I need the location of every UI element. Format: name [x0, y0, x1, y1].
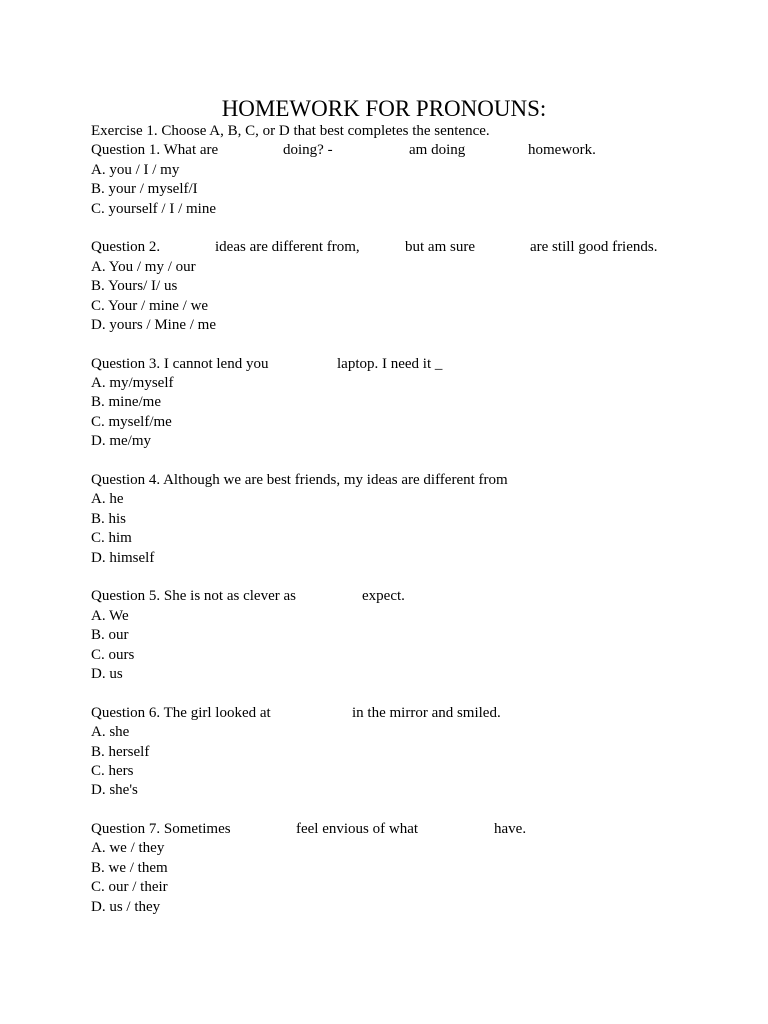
question-2-stem — [91, 238, 731, 257]
question-2-stem-part: Question 2. — [91, 239, 161, 256]
question-1-stem-part: am doing — [409, 142, 466, 159]
question-6-option: C. hers — [91, 762, 134, 779]
question-5-option: A. We — [91, 607, 129, 624]
question-2-option: C. Your / mine / we — [91, 297, 209, 314]
question-7-stem-part: feel envious of what — [296, 821, 419, 838]
question-1-stem-part: doing? - — [283, 142, 333, 159]
question-4-option: C. him — [91, 530, 132, 547]
question-7-option: C. our / their — [91, 879, 168, 896]
question-3-stem — [91, 355, 731, 374]
question-7-stem-part: Question 7. Sometimes — [91, 821, 231, 838]
question-6-option: A. she — [91, 724, 130, 741]
question-5-option: C. ours — [91, 646, 135, 663]
question-7-option: A. we / they — [91, 840, 165, 857]
exercise-content — [91, 122, 731, 917]
question-6-stem-part: Question 6. The girl looked at — [91, 704, 271, 721]
question-4-stem-part: Question 4. Although we are best friends, my ideas are different from — [91, 472, 508, 489]
question-6-stem-part: in the mirror and smiled. — [352, 704, 501, 721]
spacer — [91, 684, 731, 703]
question-5-stem-part: expect. — [362, 588, 405, 605]
question-1-stem — [91, 141, 731, 160]
question-2-option: B. Yours/ I/ us — [91, 278, 178, 295]
question-4-option: D. himself — [91, 549, 155, 566]
question-1-option: B. your / myself/I — [91, 181, 198, 198]
question-6-stem — [91, 704, 731, 723]
question-5-stem-part: Question 5. She is not as clever as — [91, 588, 296, 605]
question-7-stem — [91, 820, 731, 839]
spacer — [91, 452, 731, 471]
question-1-option: A. you / I / my — [91, 161, 180, 178]
question-3-stem-part: laptop. I need it _ — [337, 355, 443, 372]
question-7-stem-part: have. — [494, 821, 527, 838]
question-2-stem-part: ideas are different from, — [215, 239, 360, 256]
question-2-stem-part: are still good friends. — [530, 239, 658, 256]
question-2-stem-part: but am sure — [405, 239, 475, 256]
question-6-option: D. she's — [91, 782, 138, 799]
question-3-option: C. myself/me — [91, 413, 172, 430]
question-2-option: D. yours / Mine / me — [91, 316, 216, 333]
question-5-option: D. us — [91, 665, 123, 682]
question-3-option: A. my/myself — [91, 375, 174, 392]
question-4-option: A. he — [91, 491, 124, 508]
question-5-stem — [91, 587, 731, 606]
question-4-stem — [91, 471, 731, 490]
spacer — [91, 219, 731, 238]
exercise-instruction: Exercise 1. Choose A, B, C, or D that best completes the sentence. — [91, 123, 490, 139]
page-title: HOMEWORK FOR PRONOUNS: — [221, 96, 547, 121]
question-2-option: A. You / my / our — [91, 258, 196, 275]
question-3-stem-part: Question 3. I cannot lend you — [91, 355, 269, 372]
question-3-option: D. me/my — [91, 433, 151, 450]
question-6-option: B. herself — [91, 743, 150, 760]
question-1-option: C. yourself / I / mine — [91, 200, 216, 217]
question-7-option: B. we / them — [91, 859, 168, 876]
question-3-option: B. mine/me — [91, 394, 161, 411]
question-5-option: B. our — [91, 627, 129, 644]
spacer — [91, 568, 731, 587]
spacer — [91, 335, 731, 354]
question-7-option: D. us / they — [91, 898, 161, 915]
spacer — [91, 801, 731, 820]
question-1-stem-part: Question 1. What are — [91, 142, 219, 159]
question-4-option: B. his — [91, 510, 127, 527]
question-1-stem-part: homework. — [528, 142, 596, 159]
